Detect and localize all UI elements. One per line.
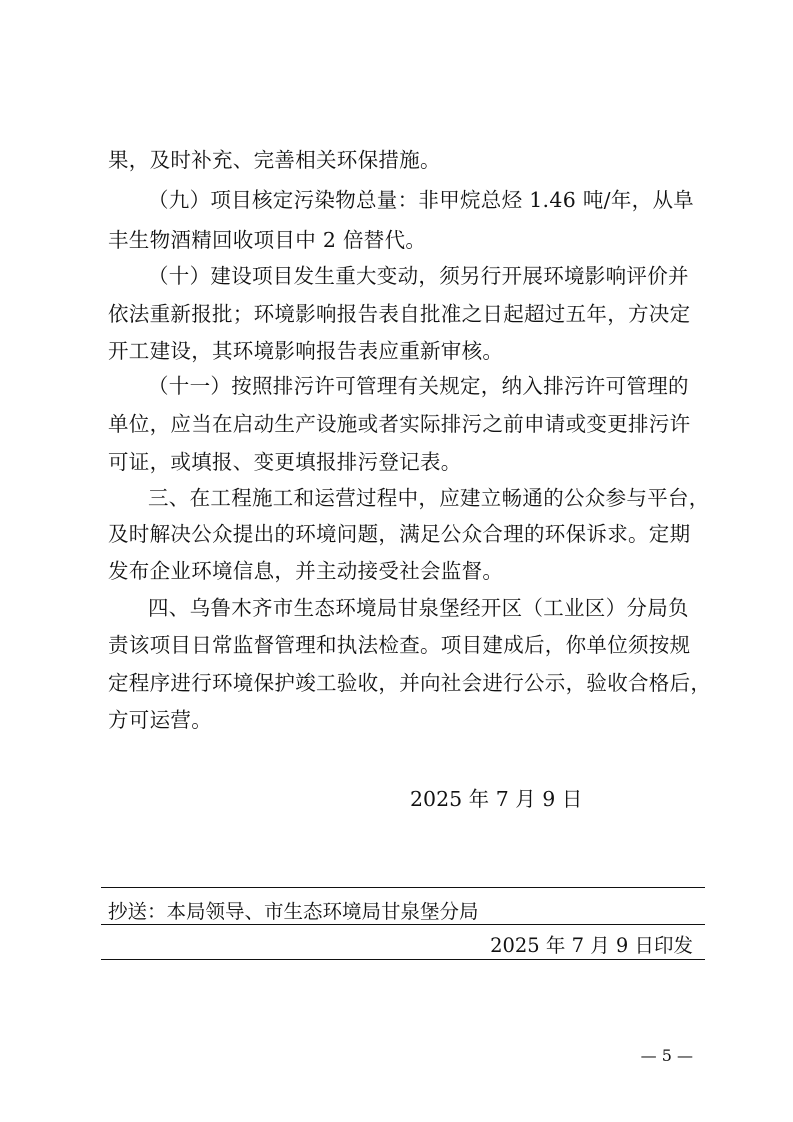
body-line-7: （十一）按照排污许可管理有关规定，纳入排污许可管理的 (148, 374, 689, 398)
body-line-12: 发布企业环境信息，并主动接受社会监督。 (108, 559, 504, 583)
body-line-5: 依法重新报批；环境影响报告表自批准之日起超过五年，方决定 (108, 302, 691, 326)
body-line-9: 可证，或填报、变更填报排污登记表。 (108, 450, 462, 474)
issue-date: 2025 年 7 月 9 日印发 (490, 934, 693, 957)
body-line-16: 方可运营。 (108, 708, 212, 732)
footer-top-rule (101, 887, 705, 888)
body-line-8: 单位，应当在启动生产设施或者实际排污之前申请或变更排污许 (108, 412, 691, 436)
page-number: — 5 — (640, 1046, 693, 1065)
body-line-1: 果，及时补充、完善相关环保措施。 (108, 148, 441, 172)
body-line-11: 及时解决公众提出的环境问题，满足公众合理的环保诉求。定期 (108, 522, 691, 546)
body-line-2: （九）项目核定污染物总量：非甲烷总烃 1.46 吨/年，从阜 (148, 188, 695, 212)
footer-bottom-rule (101, 959, 705, 960)
body-line-6: 开工建设，其环境影响报告表应重新审核。 (108, 339, 504, 363)
body-line-10: 三、在工程施工和运营过程中，应建立畅通的公众参与平台， (148, 486, 710, 510)
footer-middle-rule (101, 924, 705, 925)
body-line-4: （十）建设项目发生重大变动，须另行开展环境影响评价并 (148, 264, 689, 288)
cc-recipients: 抄送：本局领导、市生态环境局甘泉堡分局 (108, 900, 479, 923)
signature-date: 2025 年 7 月 9 日 (410, 787, 583, 811)
body-line-3: 丰生物酒精回收项目中 2 倍替代。 (108, 228, 427, 252)
body-line-14: 责该项目日常监督管理和执法检查。项目建成后，你单位须按规 (108, 633, 691, 657)
body-line-13: 四、乌鲁木齐市生态环境局甘泉堡经开区（工业区）分局负 (148, 596, 689, 620)
body-line-15: 定程序进行环境保护竣工验收，并向社会进行公示，验收合格后， (108, 671, 712, 695)
